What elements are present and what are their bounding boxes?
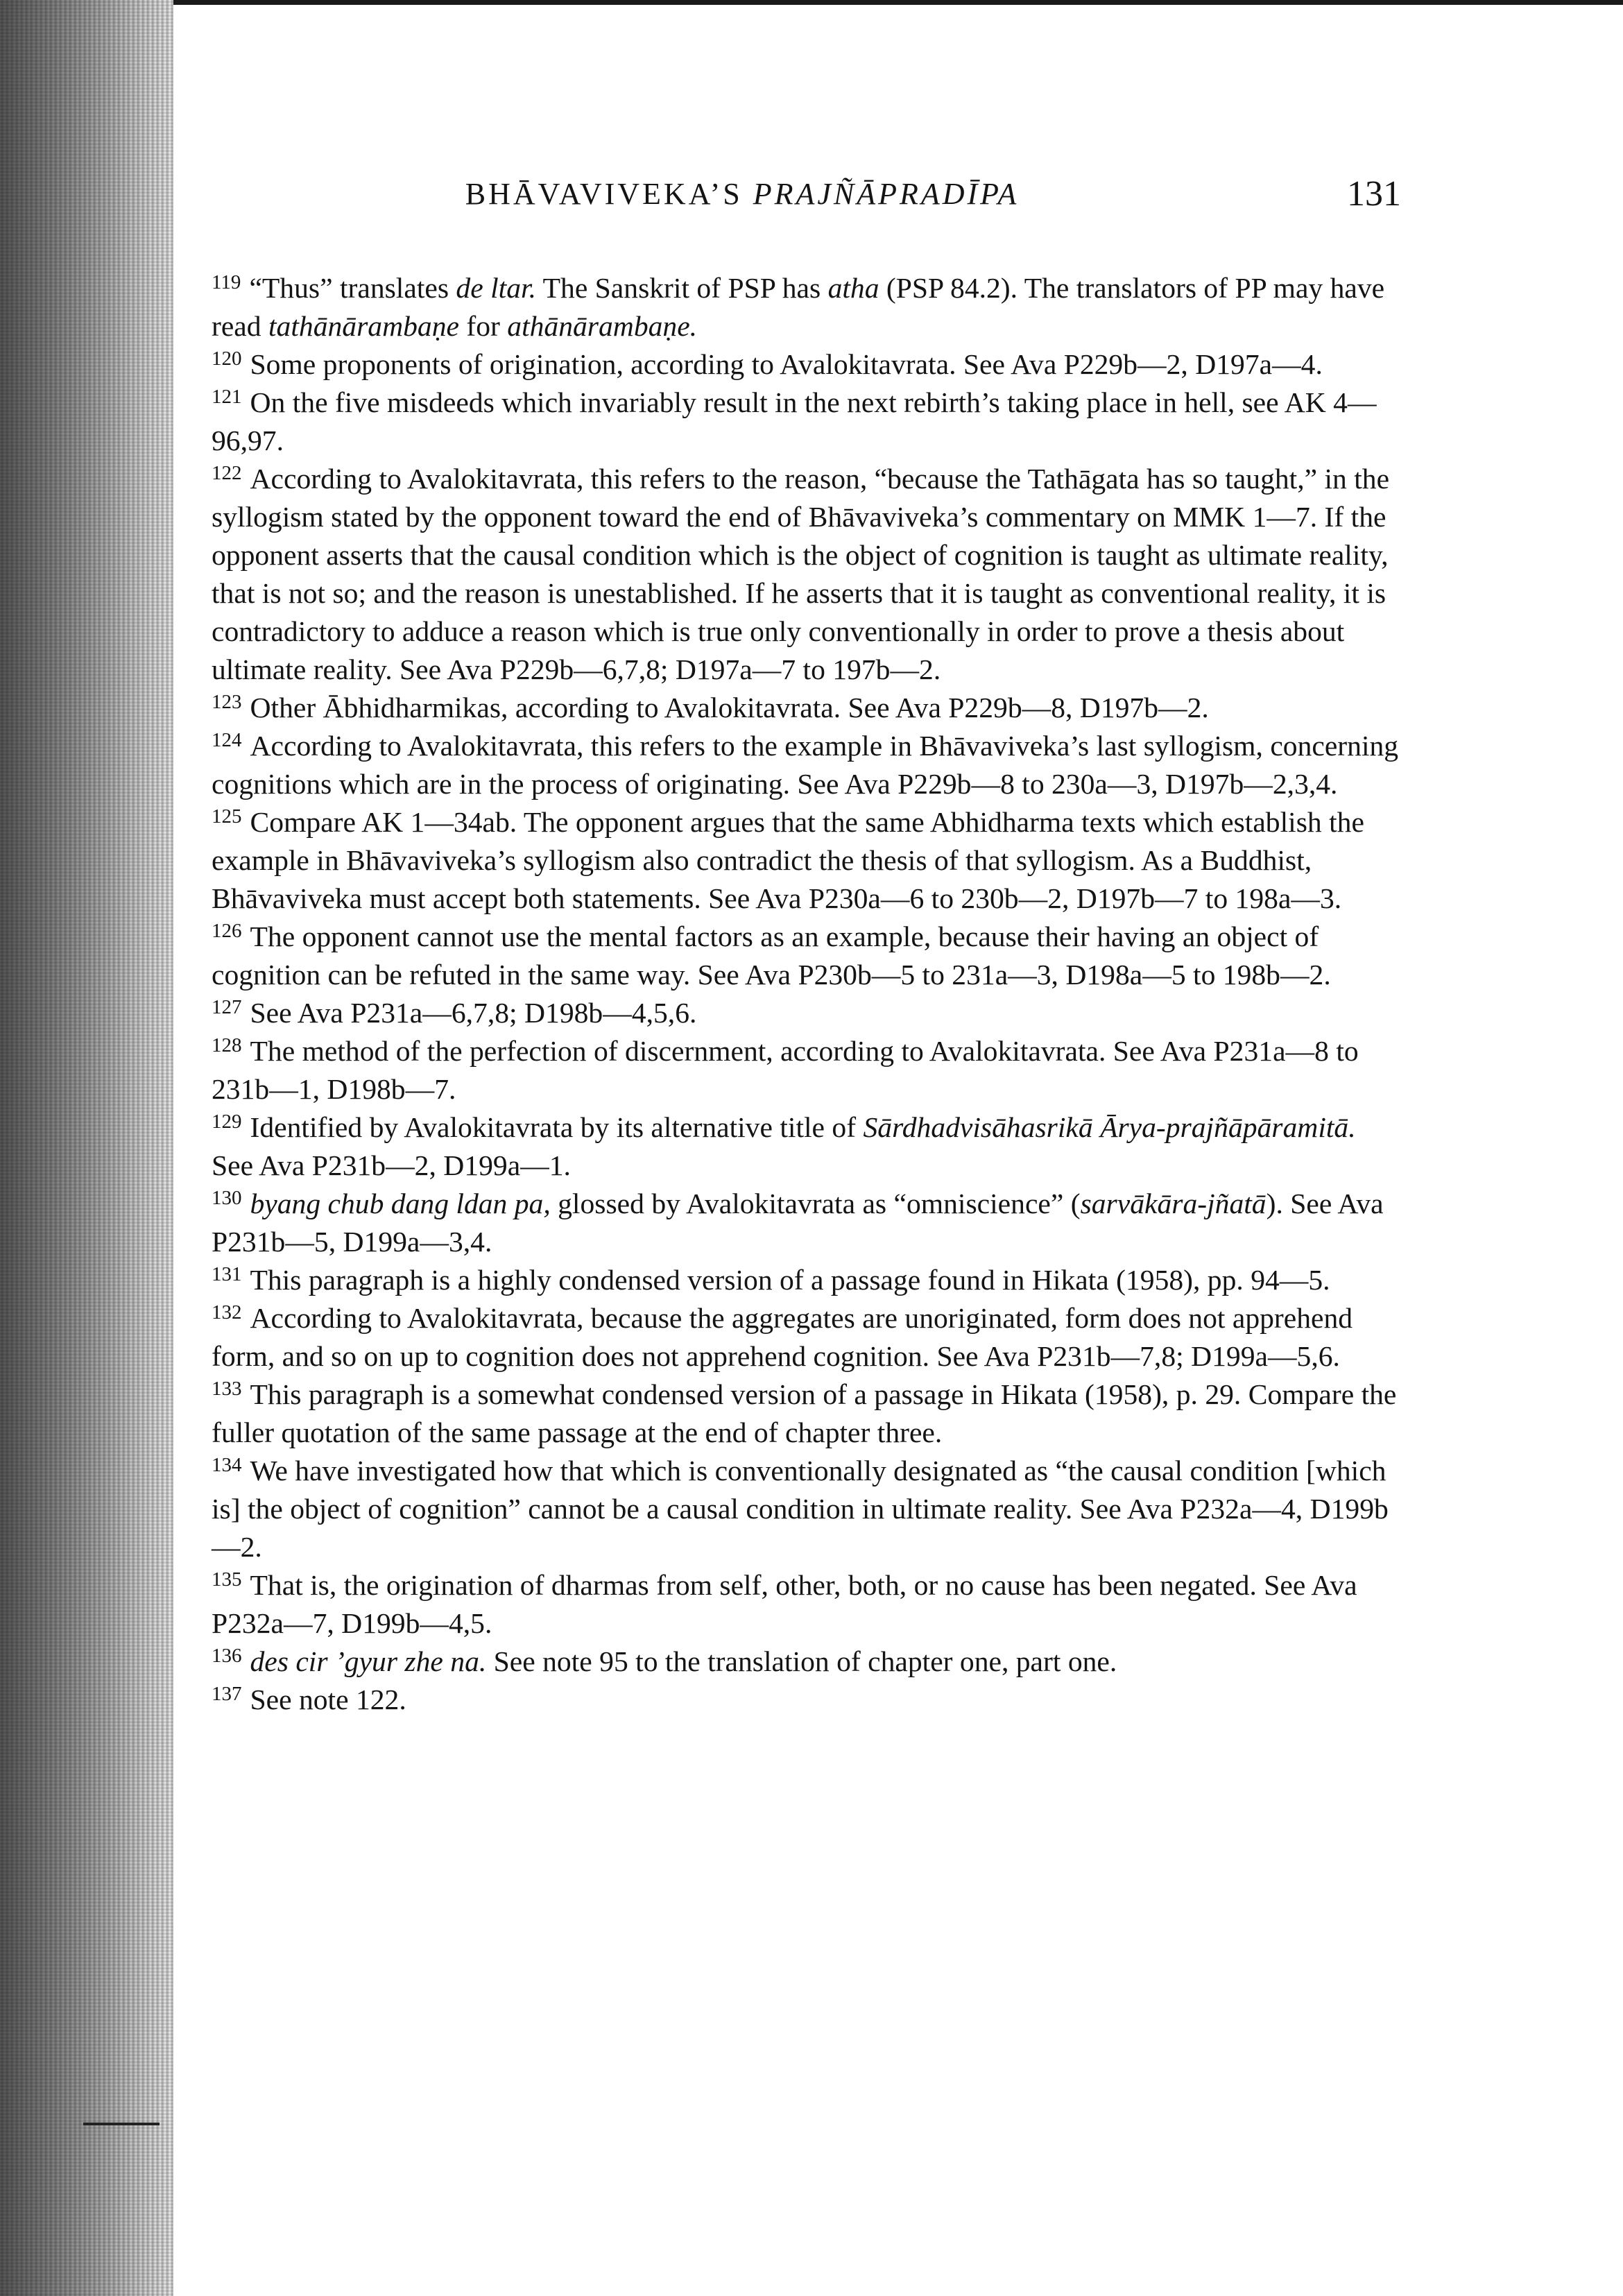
endnote-number: 131 (212, 1263, 242, 1285)
book-spine-shadow (0, 0, 173, 2296)
endnote (212, 1299, 1401, 1376)
running-head (208, 166, 1276, 222)
endnote (212, 1032, 1401, 1108)
endnote-number: 133 (212, 1378, 242, 1400)
page-header (208, 166, 1401, 222)
endnote (212, 689, 1401, 727)
endnote-italic-text: sarvākāra-jñatā (1080, 1188, 1266, 1219)
endnote-text: See note 95 to the translation of chapter one, part one. (486, 1645, 1117, 1677)
endnote (212, 1376, 1401, 1452)
endnote-number: 125 (212, 805, 242, 828)
endnote-italic-text: athānārambaṇe. (507, 310, 698, 342)
endnote (212, 1452, 1401, 1566)
endnote-number: 124 (212, 729, 242, 751)
endnote-text: “Thus” translates (249, 272, 456, 304)
endnotes-list (212, 269, 1401, 1719)
endnote-text: Compare AK 1—34ab. The opponent argues that the same Abhidharma texts which establish the example in Bhāvaviveka’s syllogism also contradict the thesis of that syllogism. As a Buddhist, Bhāvaviveka must accept both statements. See Ava P230a—6 to 230b—2, D197b—7 to 198a—3. (212, 806, 1364, 914)
scan-top-edge (0, 0, 1623, 5)
endnote (212, 1643, 1401, 1681)
endnote-text: This paragraph is a highly condensed version of a passage found in Hikata (1958), pp. 94—5. (250, 1264, 1330, 1296)
endnote (212, 460, 1401, 689)
gutter-mark (83, 2123, 160, 2125)
endnote-text: We have investigated how that which is conventionally designated as “the causal condition [which is] the object of cognition” cannot be a causal condition in ultimate reality. See Ava P232a—4, D199b—2. (212, 1455, 1389, 1563)
endnote-text: See Ava P231b—2, D199a—1. (212, 1149, 571, 1181)
endnote (212, 1185, 1401, 1261)
endnote-number: 136 (212, 1645, 242, 1667)
endnote-number: 123 (212, 691, 242, 713)
endnote (212, 918, 1401, 994)
endnote-text: See Ava P231a—6,7,8; D198b—4,5,6. (250, 997, 697, 1029)
endnote-text: That is, the origination of dharmas from self, other, both, or no cause has been negated. See Ava P232a—7, D199b—4,5. (212, 1569, 1357, 1639)
endnote-text: (PSP 84.2). The translators of PP may have read (212, 272, 1385, 342)
endnote (212, 1681, 1401, 1719)
endnote-number: 120 (212, 348, 242, 370)
endnote (212, 269, 1401, 345)
running-head-author: BHĀVAVIVEKA’S (465, 177, 753, 211)
endnote-text: Some proponents of origination, according to Avalokitavrata. See Ava P229b—2, D197a—4. (250, 348, 1323, 380)
endnote-text: According to Avalokitavrata, this refers to the reason, “because the Tathāgata has so taught,” in the syllogism stated by the opponent toward the end of Bhāvaviveka’s commentary on MMK 1—7. If the opponent asserts that the causal condition which is the object of cognition is taught as ultimate reality, that is not so; and the reason is unestablished. If he asserts that it is taught as conventional reality, it is contradictory to adduce a reason which is true only conventionally in order to prove a thesis about ultimate reality. See Ava P229b—6,7,8; D197a—7 to 197b—2. (212, 463, 1390, 685)
endnote-italic-text: de ltar. (456, 272, 536, 304)
endnote-number: 121 (212, 386, 242, 408)
page-number: 131 (1347, 174, 1401, 214)
endnote-number: 135 (212, 1568, 242, 1591)
endnote-text: See note 122. (250, 1684, 406, 1715)
endnote-text: The method of the perfection of discernment, according to Avalokitavrata. See Ava P231a—8 to 231b—1, D198b—7. (212, 1035, 1359, 1105)
endnote (212, 994, 1401, 1032)
endnote-text: Other Ābhidharmikas, according to Avalokitavrata. See Ava P229b—8, D197b—2. (250, 692, 1209, 723)
endnote (212, 1566, 1401, 1643)
endnote (212, 384, 1401, 460)
endnote-italic-text: des cir ’gyur zhe na. (250, 1645, 487, 1677)
endnote (212, 727, 1401, 803)
endnote (212, 803, 1401, 918)
endnote-text: The Sanskrit of PSP has (535, 272, 828, 304)
running-head-title: PRAJÑĀPRADĪPA (753, 177, 1020, 211)
endnote-text: glossed by Avalokitavrata as “omniscience” ( (550, 1188, 1081, 1219)
endnote-number: 129 (212, 1111, 242, 1133)
endnote-text: On the five misdeeds which invariably result in the next rebirth’s taking place in hell, see AK 4—96,97. (212, 386, 1377, 456)
endnote-text: This paragraph is a somewhat condensed version of a passage in Hikata (1958), p. 29. Compare the fuller quotation of the same passage at the end of chapter three. (212, 1378, 1397, 1448)
endnote-number: 132 (212, 1301, 242, 1323)
endnote-text: According to Avalokitavrata, this refers to the example in Bhāvaviveka’s last syllogism, concerning cognitions which are in the process of originating. See Ava P229b—8 to 230a—3, D197b—2,3,4. (212, 730, 1399, 800)
endnote-text: ). See Ava P231b—5, D199a—3,4. (212, 1188, 1384, 1258)
endnote-number: 127 (212, 996, 242, 1018)
endnote-italic-text: atha (827, 272, 879, 304)
endnote-number: 137 (212, 1683, 242, 1705)
endnote-number: 119 (212, 271, 241, 293)
endnote-number: 134 (212, 1454, 242, 1476)
endnote-italic-text: Sārdhadvisāhasrikā Ārya-prajñāpāramitā. (863, 1111, 1356, 1143)
endnote-number: 130 (212, 1187, 242, 1209)
endnote (212, 1108, 1401, 1185)
endnote-number: 122 (212, 462, 242, 484)
endnote-text: According to Avalokitavrata, because the aggregates are unoriginated, form does not apprehend form, and so on up to cognition does not apprehend cognition. See Ava P231b—7,8; D199a—5,6. (212, 1302, 1353, 1372)
endnote-number: 126 (212, 920, 242, 942)
endnote-italic-text: tathānārambaṇe (268, 310, 459, 342)
endnote (212, 1261, 1401, 1299)
endnote-text: for (458, 310, 508, 342)
endnote-text: The opponent cannot use the mental factors as an example, because their having an object of cognition can be refuted in the same way. See Ava P230b—5 to 231a—3, D198a—5 to 198b—2. (212, 920, 1331, 991)
endnote-number: 128 (212, 1034, 242, 1056)
endnote-italic-text: byang chub dang ldan pa, (250, 1188, 551, 1219)
endnote-text: Identified by Avalokitavrata by its alternative title of (250, 1111, 864, 1143)
endnote (212, 345, 1401, 384)
